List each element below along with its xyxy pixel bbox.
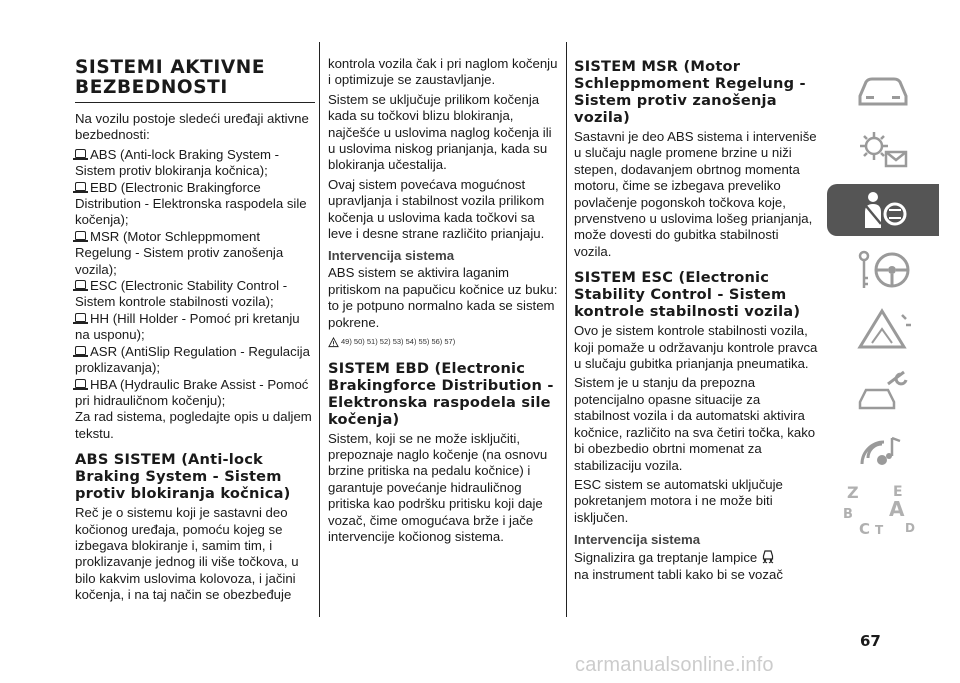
abs-heading: ABS SISTEM (Anti-lock Braking System - Sistem protiv blokiranja kočnica) — [75, 451, 291, 503]
column-divider — [319, 42, 320, 617]
system-list-item — [75, 377, 315, 410]
dashboard-lights-icon — [852, 128, 914, 172]
system-list-item — [75, 180, 315, 229]
sidebar-tab-index[interactable] — [827, 480, 939, 540]
key-steering-icon — [852, 248, 914, 292]
media-icon — [852, 428, 914, 472]
outro-text: Za rad sistema, pogledajte opis u daljem tekstu. — [75, 409, 312, 441]
system-list-item-text: HBA (Hydraulic Brake Assist - Pomoć pri hidrauličnom kočenju); — [75, 376, 309, 408]
car-icon — [852, 70, 914, 110]
sidebar-tab-multimedia[interactable] — [827, 420, 939, 480]
paragraph: Sistem je u stanju da prepozna potencijalno opasne situacije za stabilnost vozila i da automatski aktivira kočnice, različito na sva četiri točka, kako bi obezbedio obrtni momenat za stabilizaciju vozila. — [574, 375, 816, 473]
system-list-item — [75, 229, 315, 278]
chapter-sidebar — [827, 60, 939, 540]
page-heading: SISTEMI AKTIVNE BEZBEDNOSTI — [75, 58, 315, 103]
bullet-icon — [75, 313, 86, 322]
index-letter: T — [875, 523, 884, 537]
column-divider — [566, 42, 567, 617]
msr-heading: SISTEM MSR (Motor Schleppmoment Regelung - Sistem protiv zanošenja vozila) — [574, 58, 806, 126]
wrench-car-icon — [852, 368, 914, 412]
sidebar-tab-starting[interactable] — [827, 240, 939, 300]
paragraph: kontrola vozila čak i pri naglom kočenju i optimizuje se zaustavljanje. — [328, 56, 558, 88]
subheading: Intervencija sistema — [574, 532, 701, 548]
paragraph: Sistem, koji se ne može isključiti, prepoznaje naglo kočenje (na osnovu brzine pritiska na pedalu kočnice) i garantuje povećanje hidrauličnog pritiska kao podršku pritisku koji daje vozač, čime omogućava brže i jače intervencije kočionog sistema. — [328, 430, 548, 544]
references-text: 49) 50) 51) 52) 53) 54) 55) 56) 57) — [341, 337, 456, 347]
column-2 — [328, 56, 560, 548]
paragraph: Ovaj sistem povećava mogućnost upravljanja i stabilnost vozila prilikom kočenja u uslovima kada točkovi sa leve i desne strane različito prianjaju. — [328, 176, 545, 242]
system-list-item — [75, 344, 315, 377]
subheading: Intervencija sistema — [328, 248, 455, 264]
index-letter: Z — [847, 483, 859, 502]
esc-warning-lamp-icon — [761, 549, 775, 564]
warning-triangle-icon — [328, 337, 339, 348]
paragraph — [574, 549, 818, 583]
index-letter: C — [859, 520, 871, 538]
paragraph: Sastavni je deo ABS sistema i interveniše u slučaju nagle promene brzine u niži stepen, dodavanjem obrtnog momenta motoru, čime se izbegava preveliko povlačenje pogonskoh točkova koje, prvenstveno u uslovima lošeg prianjanja, može dovesti do gubitka stabilnosti vozila. — [574, 129, 817, 259]
paragraph: ABS sistem se aktivira laganim pritiskom na papučicu kočnice uz buku: to je potpuno normalno kada se sistem pokrene. — [328, 265, 558, 330]
sidebar-tab-maintenance[interactable] — [827, 360, 939, 420]
system-list-item-text: ESC (Electronic Stability Control - Sistem kontrole stabilnosti vozila); — [75, 278, 288, 310]
ebd-heading: SISTEM EBD (Electronic Brakingforce Distribution - Elektronska raspodela sile kočenja) — [328, 359, 554, 428]
bullet-icon — [75, 231, 86, 240]
watermark: carmanualsonline.info — [575, 654, 774, 676]
index-letters-icon — [843, 482, 923, 538]
system-list-item-text: MSR (Motor Schleppmoment Regelung - Sistem protiv zanošenja vozila); — [75, 228, 284, 277]
sidebar-tab-dashboard[interactable] — [827, 120, 939, 180]
intro-text: Na vozilu postoje sledeći uređaji aktivne bezbednosti: — [75, 111, 309, 143]
bullet-icon — [75, 280, 86, 289]
abs-text: Reč je o sistemu koji je sastavni deo kočionog uređaja, pomoću kojeg se izbegava blokiranje i, samim tim, i proklizavanje jednog ili više točkova, u bilo kakvim uslovima kolovoza, i jačini kočenja, i na taj način se obezbeđuje — [75, 505, 299, 603]
warning-references — [328, 334, 560, 350]
paragraph: ESC sistem se automatski uključuje pokretanjem motora i ne može biti isključen. — [574, 476, 783, 525]
system-list-item-text: EBD (Electronic Brakingforce Distribution - Elektronska raspodela sile kočenja); — [75, 179, 307, 228]
index-letter: E — [893, 484, 903, 500]
bullet-icon — [75, 149, 86, 158]
paragraph: Ovo je sistem kontrole stabilnosti vozila, koji pomaže u održavanju kontrole pravca u slučaju gubitka prianjanja pneumatika. — [574, 323, 818, 372]
system-list-item — [75, 278, 315, 311]
system-list-item — [75, 147, 315, 180]
page-number: 67 — [860, 632, 881, 650]
bullet-icon — [75, 182, 86, 191]
esc-heading: SISTEM ESC (Electronic Stability Control - Sistem kontrole stabilnosti vozila) — [574, 269, 801, 321]
system-list-item-text: ASR (AntiSlip Regulation - Regulacija proklizavanja); — [75, 343, 310, 376]
system-list — [75, 147, 315, 410]
system-list-item — [75, 311, 315, 344]
bullet-icon — [75, 346, 86, 355]
paragraph: Sistem se uključuje prilikom kočenja kada su točkovi blizu blokiranja, najčešće u uslovima naglog kočenja ili u uslovima niskog prianjanja, kada su blokiranja učestalija. — [328, 91, 552, 173]
column-3 — [574, 58, 818, 586]
index-letter: D — [905, 521, 915, 535]
signal-text-continued: na instrument tabli kako bi se vozač — [574, 566, 783, 582]
system-list-item-text: HH (Hill Holder - Pomoć pri kretanju na usponu); — [75, 310, 300, 343]
warning-triangle-icon — [852, 307, 914, 353]
sidebar-tab-car[interactable] — [827, 60, 939, 120]
safety-seatbelt-icon — [853, 188, 913, 232]
index-letter: B — [843, 507, 853, 522]
bullet-icon — [75, 379, 86, 388]
index-letter: A — [889, 497, 905, 521]
signal-text: Signalizira ga treptanje lampice — [574, 550, 758, 566]
sidebar-tab-safety[interactable] — [827, 180, 939, 240]
column-1 — [75, 58, 315, 607]
system-list-item-text: ABS (Anti-lock Braking System - Sistem protiv blokiranja kočnica); — [75, 146, 280, 179]
sidebar-tab-emergency[interactable] — [827, 300, 939, 360]
